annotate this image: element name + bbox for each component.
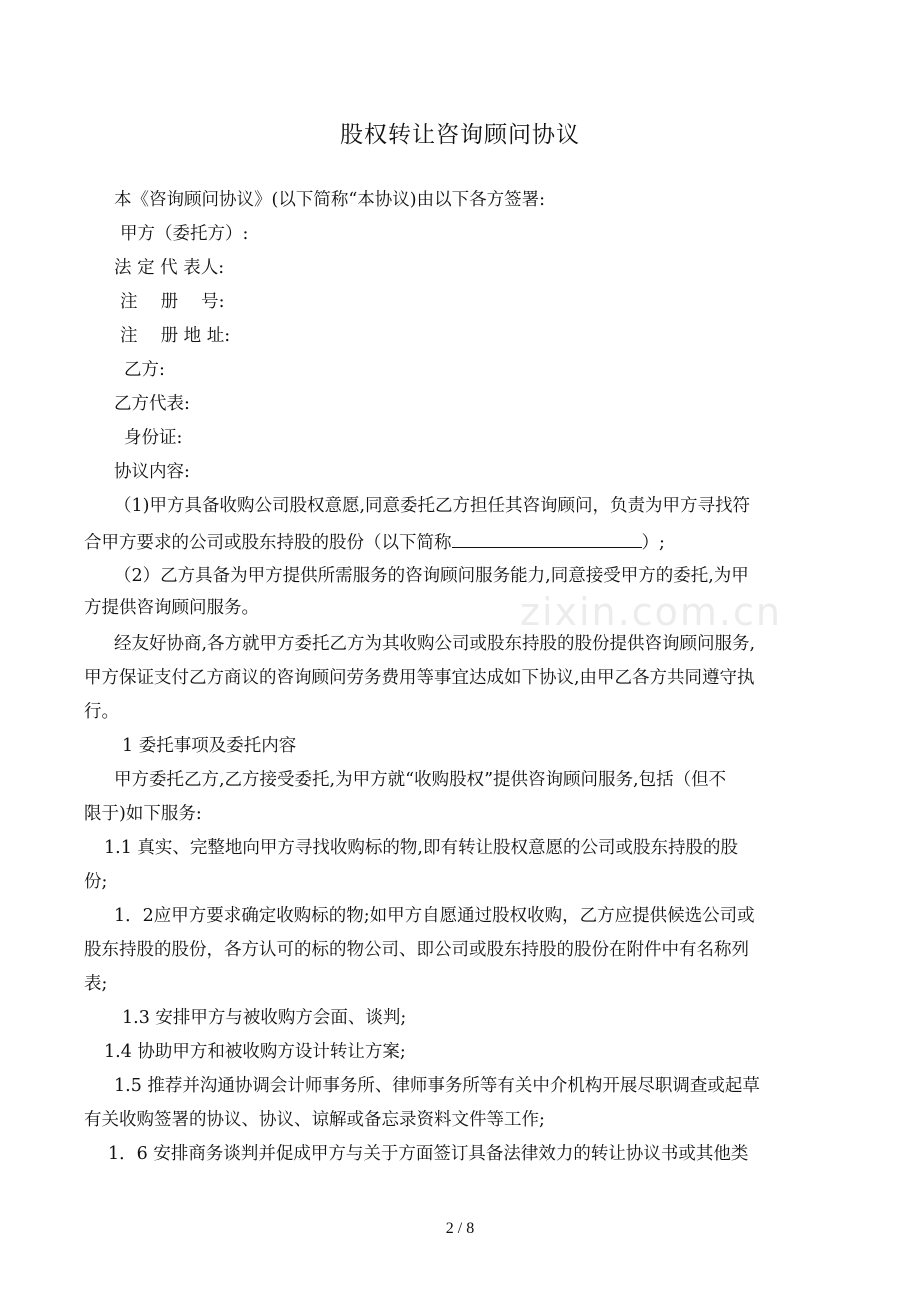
party-a-label: 甲方（委托方）: (120, 224, 249, 244)
party-b-label: 乙方: (124, 360, 165, 380)
para-line3: 行。 (84, 702, 119, 722)
item-1-1-line1: 1.1 真实、完整地向甲方寻找收购标的物,即有转让股权意愿的公司或股东持股的股 (104, 838, 738, 858)
section1-heading: 1 委托事项及委托内容 (122, 736, 297, 756)
content-label: 协议内容: (114, 462, 190, 482)
para-line2: 甲方保证支付乙方商议的咨询顾问劳务费用等事宜达成如下协议,由甲乙各方共同遵守执 (84, 668, 755, 688)
reg-no-label: 注 册 号: (120, 292, 225, 312)
item-1-5-line2: 有关收购签署的协议、协议、谅解或备忘录资料文件等工作; (84, 1110, 545, 1130)
intro-line: 本《咨询顾问协议》(以下简称“本协议)由以下各方签署: (114, 190, 545, 210)
party-b-rep-label: 乙方代表: (114, 394, 190, 414)
section1-line2: 限于)如下服务: (84, 804, 202, 824)
item-1-1-line2: 份; (84, 872, 108, 892)
watermark: zixin.com.cn (520, 590, 782, 634)
clause1-line2-pre: 合甲方要求的公司或股东持股的股份（以下简称 (84, 533, 452, 553)
clause1-line2 (84, 532, 844, 553)
fill-in-blank (452, 532, 642, 548)
legal-rep-label: 法 定 代 表人: (114, 258, 225, 278)
clause1-line2-post: ）; (641, 533, 665, 553)
item-1-6-line1: 1．6 安排商务谈判并促成甲方与关于方面签订具备法律效力的转让协议书或其他类 (108, 1144, 749, 1164)
item-1-4: 1.4 协助甲方和被收购方设计转让方案; (104, 1042, 406, 1062)
item-1-3: 1.3 安排甲方与被收购方会面、谈判; (122, 1008, 407, 1028)
clause2-line2: 方提供咨询顾问服务。 (84, 598, 259, 618)
clause1-line1: （1)甲方具备收购公司股权意愿,同意委托乙方担任其咨询顾问，负责为甲方寻找符 (114, 496, 751, 516)
item-1-2-line3: 表; (84, 974, 108, 994)
document-title: 股权转让咨询顾问协议 (340, 122, 580, 148)
id-card-label: 身份证: (124, 428, 183, 448)
item-1-2-line2: 股东持股的股份，各方认可的标的物公司、即公司或股东持股的股份在附件中有名称列 (84, 940, 749, 960)
section1-line1: 甲方委托乙方,乙方接受委托,为甲方就“收购股权”提供咨询顾问服务,包括（但不 (114, 770, 727, 790)
item-1-2-line1: 1．2应甲方要求确定收购标的物;如甲方自愿通过股权收购，乙方应提供候选公司或 (114, 906, 755, 926)
item-1-5-line1: 1.5 推荐并沟通协调会计师事务所、律师事务所等有关中介机构开展尽职调查或起草 (114, 1076, 760, 1096)
clause2-line1: （2）乙方具备为甲方提供所需服务的咨询顾问服务能力,同意接受甲方的委托,为甲 (114, 566, 749, 586)
page-number: 2 / 8 (445, 1220, 475, 1237)
para-line1: 经友好协商,各方就甲方委托乙方为其收购公司或股东持股的股份提供咨询顾问服务, (114, 634, 756, 654)
reg-addr-label: 注 册 地 址: (120, 326, 231, 346)
